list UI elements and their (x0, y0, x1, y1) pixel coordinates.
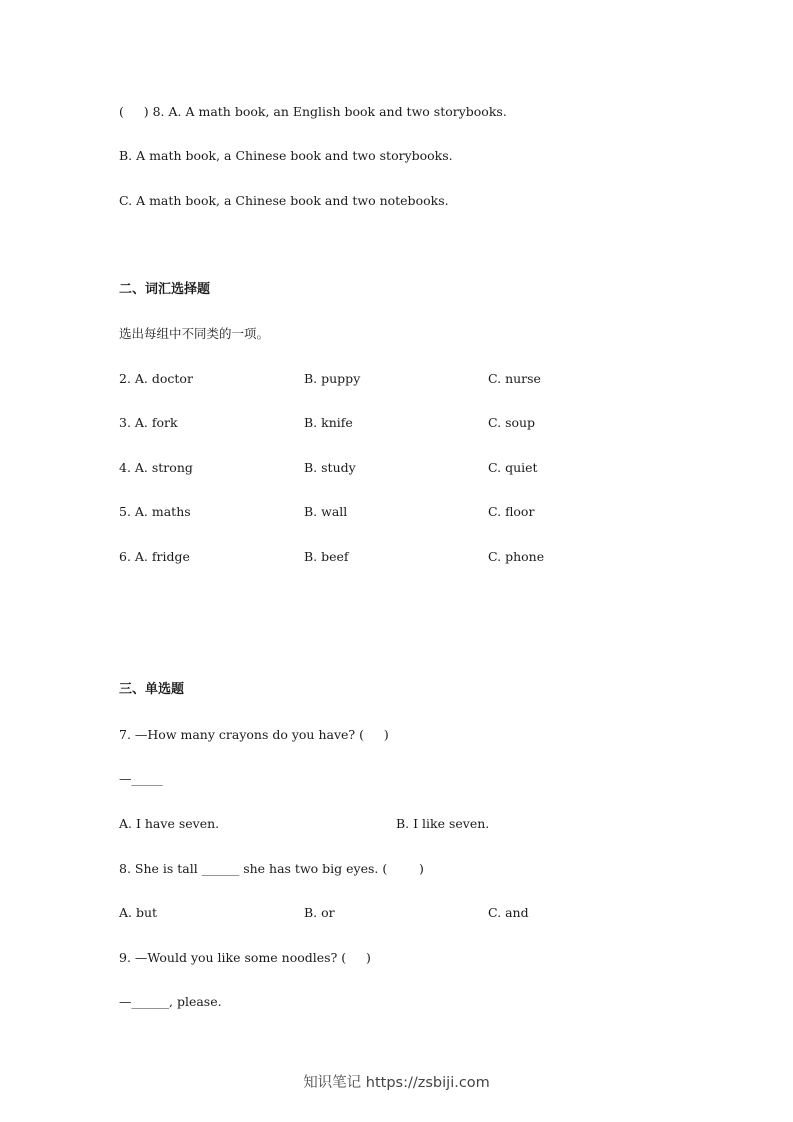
vocab-option-b: B. knife (304, 415, 353, 430)
question-8b-option-c: C. and (488, 905, 529, 920)
vocab-option-b: B. wall (304, 504, 348, 519)
section-3-title: 三、单选题 (119, 682, 185, 697)
question-8-option-c: C. A math book, a Chinese book and two notebooks. (119, 193, 449, 208)
vocab-option-c: C. floor (488, 504, 535, 519)
vocab-option-c: C. nurse (488, 371, 541, 386)
vocab-option-a: 4. A. strong (119, 460, 193, 475)
question-8-option-b: B. A math book, a Chinese book and two storybooks. (119, 148, 453, 163)
question-7-answer-blank: —_____ (119, 771, 163, 786)
vocab-option-a: 5. A. maths (119, 504, 191, 519)
question-7-option-b: B. I like seven. (396, 816, 490, 831)
question-8-stem: ( ) 8. A. A math book, an English book and two storybooks. (119, 104, 507, 119)
footer-watermark: 知识笔记 https://zsbiji.com (303, 1075, 490, 1091)
question-8b-option-b: B. or (304, 905, 335, 920)
section-2-title: 二、词汇选择题 (119, 282, 211, 297)
vocab-option-c: C. soup (488, 415, 536, 430)
vocab-option-c: C. phone (488, 549, 545, 564)
question-8b-stem: 8. She is tall ______ she has two big eyes. ( ) (119, 861, 424, 876)
vocab-option-c: C. quiet (488, 460, 538, 475)
vocab-option-a: 2. A. doctor (119, 371, 193, 386)
vocab-option-b: B. study (304, 460, 356, 475)
question-8b-option-a: A. but (119, 905, 158, 920)
vocab-option-a: 6. A. fridge (119, 549, 190, 564)
vocab-option-b: B. puppy (304, 371, 361, 386)
section-2-instruction: 选出每组中不同类的一项。 (119, 326, 270, 341)
vocab-option-a: 3. A. fork (119, 415, 178, 430)
question-9-answer-blank: —______, please. (119, 994, 222, 1009)
vocab-option-b: B. beef (304, 549, 349, 564)
question-7-stem: 7. —How many crayons do you have? ( ) (119, 727, 389, 742)
question-7-option-a: A. I have seven. (119, 816, 220, 831)
question-9-stem: 9. —Would you like some noodles? ( ) (119, 950, 371, 965)
